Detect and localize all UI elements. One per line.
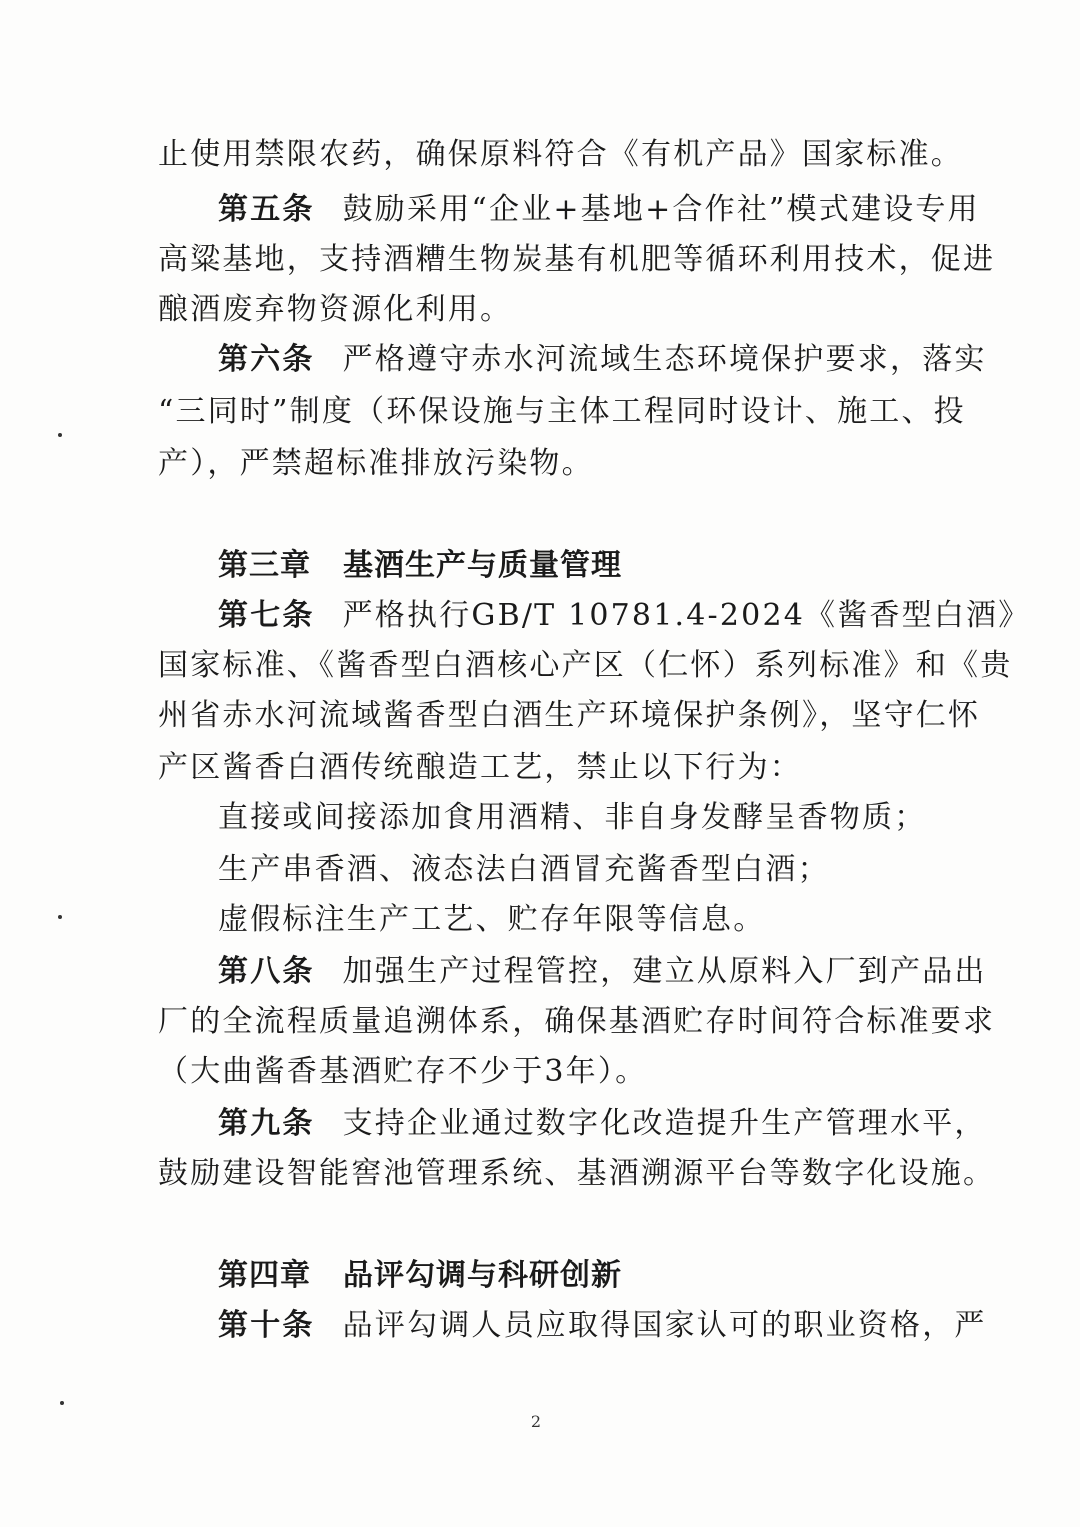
text-line: 高粱基地，支持酒糟生物炭基有机肥等循环利用技术，促进 <box>158 242 996 277</box>
article-8-line: 第八条 加强生产过程管控，建立从原料入厂到产品出 <box>218 954 987 989</box>
chapter-4-label: 第四章 <box>218 1258 311 1293</box>
text-line: （大曲酱香基酒贮存不少于3年）。 <box>158 1054 648 1089</box>
scan-speck <box>58 915 62 919</box>
text-line: 州省赤水河流域酱香型白酒生产环境保护条例》，坚守仁怀 <box>158 698 981 733</box>
page-number: 2 <box>530 1412 542 1431</box>
text-line: 厂的全流程质量追溯体系，确保基酒贮存时间符合标准要求 <box>158 1004 996 1039</box>
scan-speck <box>58 433 62 437</box>
scan-speck <box>60 1401 64 1405</box>
article-10-line: 第十条 品评勾调人员应取得国家认可的职业资格，严 <box>218 1308 987 1343</box>
article-6-label: 第六条 <box>218 342 315 377</box>
text-line: 止使用禁限农药，确保原料符合《有机产品》国家标准。 <box>158 137 963 172</box>
article-5-line: 第五条 鼓励采用“企业+基地+合作社”模式建设专用 <box>218 192 980 227</box>
chapter-4-heading: 第四章 品评勾调与科研创新 <box>218 1258 622 1293</box>
article-7-label: 第七条 <box>218 598 315 633</box>
article-8-label: 第八条 <box>218 954 315 989</box>
chapter-3-label: 第三章 <box>218 548 311 583</box>
text-line: “三同时”制度（环保设施与主体工程同时设计、施工、投 <box>158 394 966 429</box>
article-10-label: 第十条 <box>218 1308 315 1343</box>
text-line: 酿酒废弃物资源化利用。 <box>158 292 513 327</box>
text-line: 产），严禁超标准排放污染物。 <box>158 446 594 481</box>
article-5-label: 第五条 <box>218 192 315 227</box>
list-item: 直接或间接添加食用酒精、非自身发酵呈香物质； <box>218 800 927 835</box>
text-line: 国家标准、《酱香型白酒核心产区（仁怀）系列标准》和《贵 <box>158 648 1013 683</box>
article-7-line: 第七条 严格执行GB/T 10781.4-2024《酱香型白酒》 <box>218 598 1031 633</box>
text-line: 产区酱香白酒传统酿造工艺，禁止以下行为： <box>158 750 802 785</box>
list-item: 虚假标注生产工艺、贮存年限等信息。 <box>218 902 766 937</box>
article-6-line: 第六条 严格遵守赤水河流域生态环境保护要求，落实 <box>218 342 987 377</box>
text-line: 鼓励建设智能窖池管理系统、基酒溯源平台等数字化设施。 <box>158 1156 996 1191</box>
article-9-line: 第九条 支持企业通过数字化改造提升生产管理水平， <box>218 1106 987 1141</box>
list-item: 生产串香酒、液态法白酒冒充酱香型白酒； <box>218 852 830 887</box>
article-9-label: 第九条 <box>218 1106 315 1141</box>
chapter-3-heading: 第三章 基酒生产与质量管理 <box>218 548 622 583</box>
